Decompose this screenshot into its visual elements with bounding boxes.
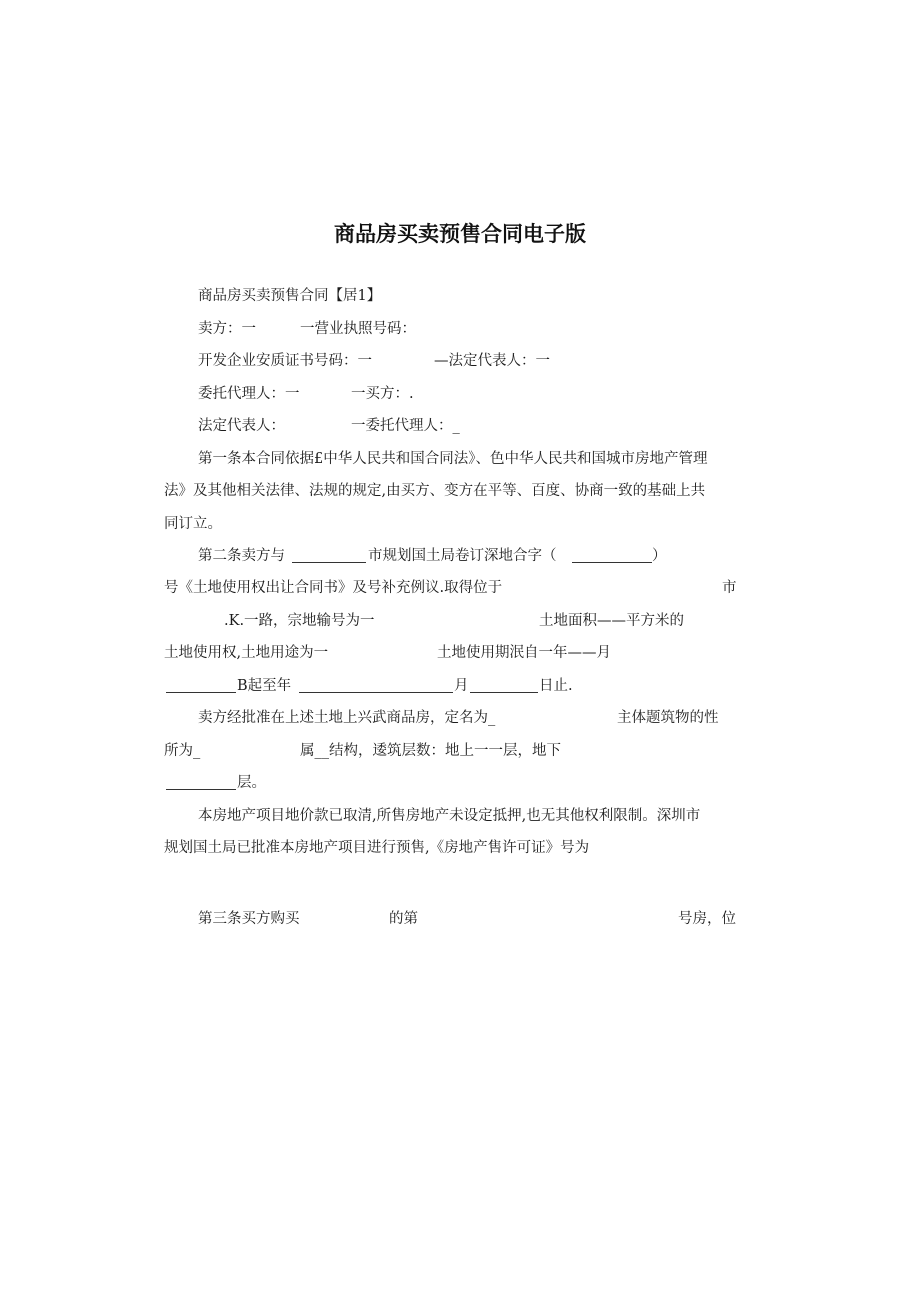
paren-close: ） bbox=[652, 548, 667, 564]
city-label: 市 bbox=[722, 580, 737, 596]
structure-floors-label: 属__结构，逶筑层数：地上一一层，地下 bbox=[300, 743, 561, 759]
contract-heading: 商品房买卖预售合同【居1】 bbox=[198, 288, 382, 304]
doc-line-3 bbox=[198, 351, 758, 371]
doc-line-17 bbox=[198, 806, 700, 826]
doc-line-7 bbox=[164, 481, 705, 501]
agent-label: 委托代理人：一 bbox=[198, 386, 300, 402]
seller-label: 卖方：一 bbox=[198, 321, 256, 337]
article-3-start: 第三条买方购买 bbox=[198, 911, 300, 927]
land-price-text: 本房地产项目地价款已取清,所售房地产未设定抵押,也无其他权利限制。深圳市 bbox=[198, 808, 701, 824]
doc-line-10 bbox=[164, 578, 744, 598]
doc-line-6 bbox=[198, 449, 707, 469]
presale-permit-text: 规划国土局已批准本房地产项目进行预售,《房地产售许可证》号为 bbox=[164, 840, 590, 856]
doc-line-9 bbox=[198, 546, 758, 566]
article-1-text-end: 同订立。 bbox=[164, 516, 222, 532]
term-start-label: B起至年 bbox=[237, 678, 292, 694]
article-2-start: 第二条卖方与 bbox=[198, 548, 285, 564]
buyer-agent-label: 一委托代理人：_ bbox=[351, 418, 460, 434]
underground-floors-blank bbox=[166, 775, 236, 790]
month-label: 月 bbox=[454, 678, 469, 694]
end-year-blank bbox=[299, 678, 453, 693]
doc-line-19 bbox=[198, 909, 758, 929]
article-1-text: 第一条本合同依据£中华人民共和国合同法》、色中华人民共和国城市房地产管理 bbox=[198, 451, 708, 467]
contract-number-blank bbox=[572, 548, 652, 563]
legal-rep-label: —法定代表人：一 bbox=[434, 353, 550, 369]
page-title: 商品房买卖预售合同电子版 bbox=[334, 222, 586, 246]
qualification-cert-label: 开发企业安质证书号码：一 bbox=[198, 353, 372, 369]
floor-label: 层。 bbox=[237, 775, 266, 791]
doc-line-8 bbox=[164, 514, 222, 534]
doc-line-11 bbox=[164, 611, 744, 631]
room-number-label: 号房，位 bbox=[678, 911, 736, 927]
land-area-label: 土地面积——平方米的 bbox=[539, 613, 684, 629]
doc-line-16 bbox=[164, 773, 744, 793]
project-name-label: 卖方经批准在上述土地上兴武商品房，定名为_ bbox=[198, 710, 496, 726]
land-contract-text: 号《土地使用权出让合同书》及号补充例议.取得位于 bbox=[164, 580, 503, 596]
end-month-blank bbox=[470, 678, 538, 693]
doc-line-2 bbox=[198, 319, 758, 339]
building-nature-label: 主体题筑物的性 bbox=[617, 710, 719, 726]
land-use-label: 土地使用权,土地用途为一 bbox=[164, 645, 329, 661]
doc-line-14 bbox=[198, 708, 758, 728]
unit-ordinal-label: 的第 bbox=[389, 911, 418, 927]
land-term-label: 土地使用期泯自一年——月 bbox=[437, 645, 611, 661]
article-1-text-cont: 法》及其他相关法律、法规的规定,由买方、变方在平等、百度、协商一致的基础上共 bbox=[164, 483, 706, 499]
buyer-legal-rep-label: 法定代表人： bbox=[198, 418, 285, 434]
start-day-blank bbox=[166, 678, 236, 693]
nature-label: 所为_ bbox=[164, 743, 201, 759]
doc-line-18 bbox=[164, 838, 589, 858]
doc-line-5 bbox=[198, 416, 758, 436]
seller-blank bbox=[292, 548, 366, 563]
doc-line-13 bbox=[164, 676, 744, 696]
doc-line-12 bbox=[164, 643, 744, 663]
doc-line-1 bbox=[198, 286, 381, 306]
buyer-label: 一买方：. bbox=[351, 386, 414, 402]
term-end-label: 日止. bbox=[539, 678, 573, 694]
business-license-label: 一营业执照号码： bbox=[300, 321, 416, 337]
doc-line-4 bbox=[198, 384, 758, 404]
doc-line-15 bbox=[164, 741, 744, 761]
land-contract-label: 市规划国土局卷订深地合字（ bbox=[368, 548, 557, 564]
road-label: .K.一路，宗地输号为一 bbox=[224, 613, 375, 629]
